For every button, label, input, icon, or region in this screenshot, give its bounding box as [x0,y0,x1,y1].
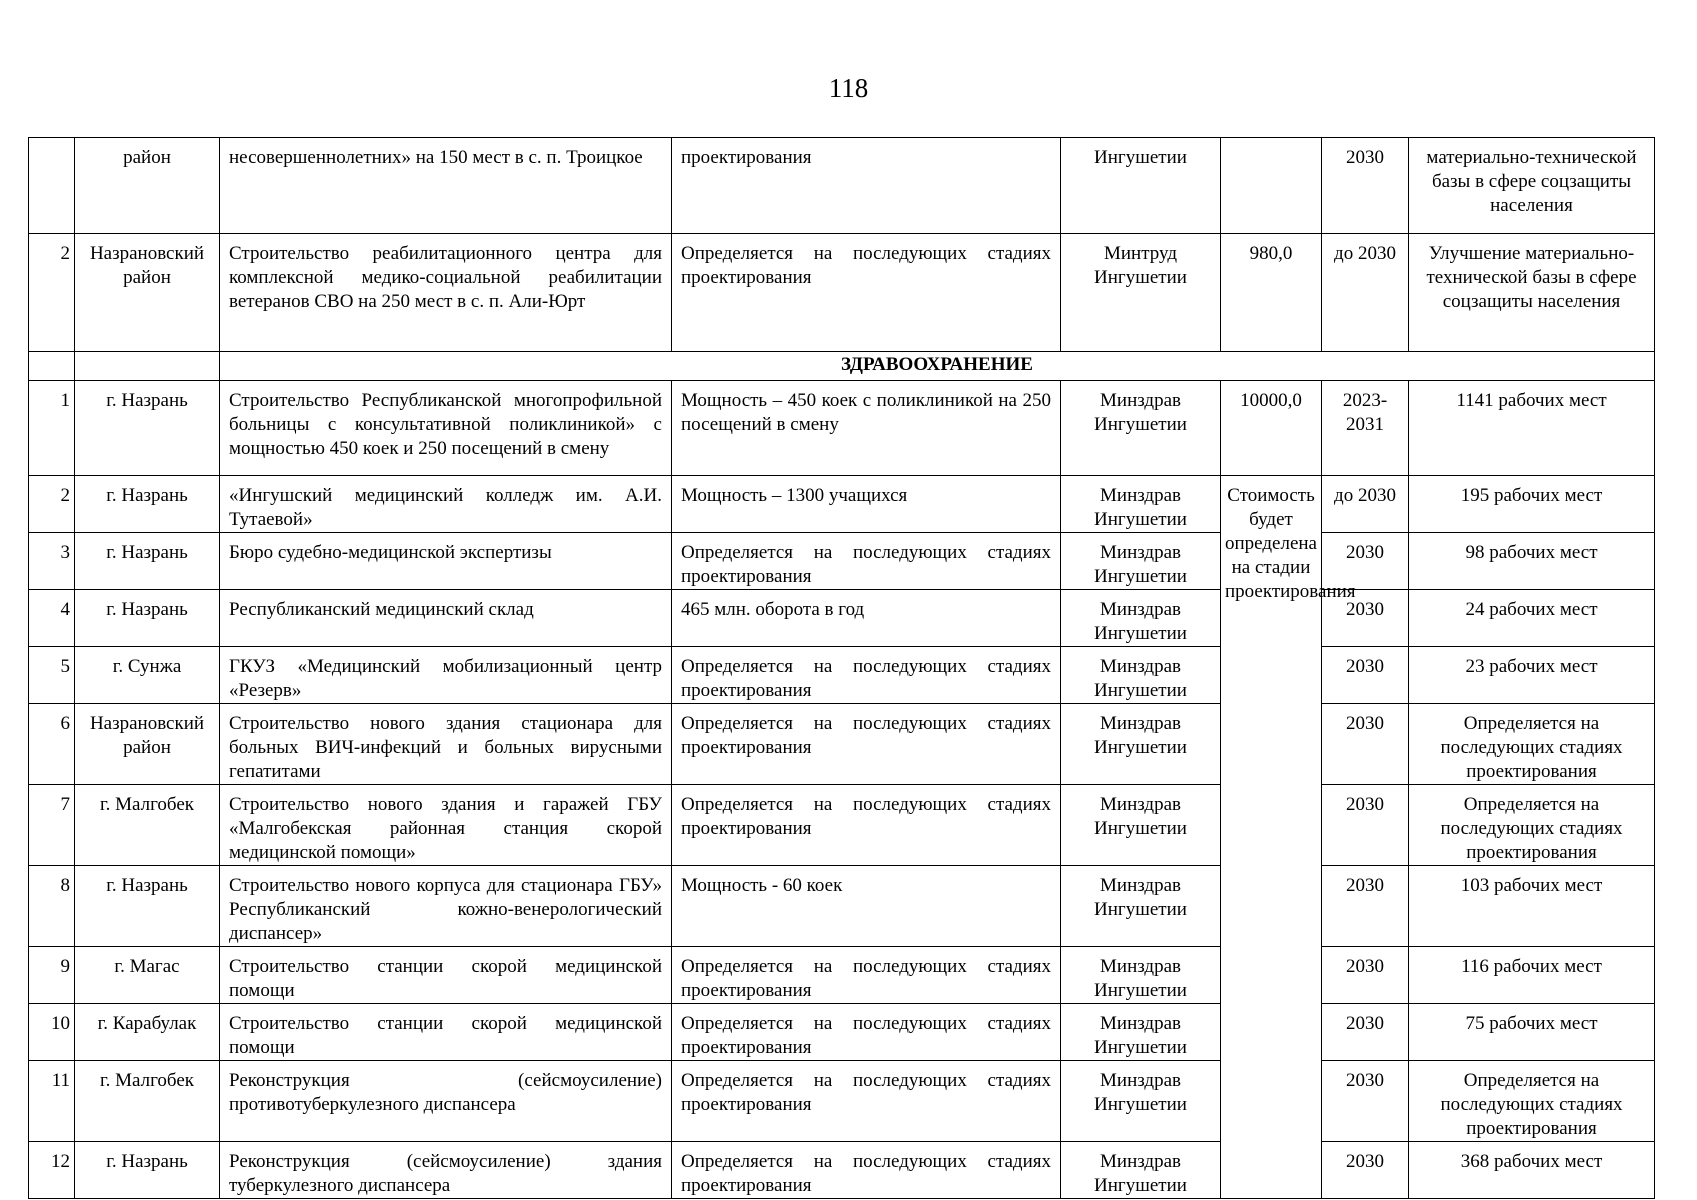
effect-cell: Определяется на последующих стадиях проектирования [1409,1061,1655,1142]
capacity-cell: Определяется на последующих стадиях проектирования [672,647,1061,704]
table-row [29,785,1655,866]
table-row [29,866,1655,947]
object-name-cell: Строительство нового корпуса для стационара ГБУ» Республиканский кожно-венерологический диспансер» [220,866,672,947]
cost-cell: 980,0 [1221,234,1322,352]
capacity-cell: Определяется на последующих стадиях проектирования [672,234,1061,352]
term-cell: 2030 [1322,785,1409,866]
effect-cell: 23 рабочих мест [1409,647,1655,704]
empty-cell [75,352,220,381]
table-row [29,947,1655,1004]
capacity-cell: Определяется на последующих стадиях проектирования [672,533,1061,590]
effect-cell: Определяется на последующих стадиях проектирования [1409,785,1655,866]
term-cell: 2030 [1322,1061,1409,1142]
row-number: 5 [29,647,75,704]
table-row [29,533,1655,590]
term-cell: 2030 [1322,138,1409,234]
row-number: 4 [29,590,75,647]
objects-table [28,137,1655,1199]
row-number: 2 [29,476,75,533]
capacity-cell: Определяется на последующих стадиях проектирования [672,1004,1061,1061]
section-title: ЗДРАВООХРАНЕНИЕ [220,352,1655,381]
capacity-cell: Определяется на последующих стадиях проектирования [672,1142,1061,1199]
district-cell: г. Назрань [75,590,220,647]
table-row [29,1142,1655,1199]
cost-cell: 10000,0 [1221,381,1322,476]
capacity-cell: Определяется на последующих стадиях проектирования [672,1061,1061,1142]
object-name-cell: Строительство нового здания стационара для больных ВИЧ-инфекций и больных вирусными гепатитами [220,704,672,785]
page-number: 118 [828,73,869,103]
capacity-cell: Мощность – 450 коек с поликлиникой на 250 посещений в смену [672,381,1061,476]
capacity-cell: Мощность - 60 коек [672,866,1061,947]
capacity-cell: Определяется на последующих стадиях проектирования [672,785,1061,866]
object-name-cell: «Ингушский медицинский колледж им. А.И. Тутаевой» [220,476,672,533]
object-name-cell: ГКУЗ «Медицинский мобилизационный центр «Резерв» [220,647,672,704]
responsible-cell: Минздрав Ингушетии [1061,476,1221,533]
district-cell: Назрановский район [75,234,220,352]
district-cell: район [75,138,220,234]
table-row [29,381,1655,476]
effect-cell: 116 рабочих мест [1409,947,1655,1004]
term-cell: 2030 [1322,533,1409,590]
term-cell: 2030 [1322,1004,1409,1061]
row-number: 3 [29,533,75,590]
capacity-cell: проектирования [672,138,1061,234]
object-name-cell: Строительство реабилитационного центра для комплексной медико-социальной реабилитации ветеранов СВО на 250 мест в с. п. Али-Юрт [220,234,672,352]
district-cell: г. Назрань [75,476,220,533]
row-number: 12 [29,1142,75,1199]
district-cell: г. Малгобек [75,1061,220,1142]
effect-cell: 75 рабочих мест [1409,1004,1655,1061]
effect-cell: 103 рабочих мест [1409,866,1655,947]
effect-cell: 24 рабочих мест [1409,590,1655,647]
district-cell: г. Назрань [75,866,220,947]
row-number [29,138,75,234]
table-row [29,476,1655,533]
effect-cell: 195 рабочих мест [1409,476,1655,533]
responsible-cell: Минздрав Ингушетии [1061,1061,1221,1142]
table-row [29,647,1655,704]
row-number: 11 [29,1061,75,1142]
object-name-cell: Реконструкция (сейсмоусиление) здания туберкулезного диспансера [220,1142,672,1199]
term-cell: до 2030 [1322,234,1409,352]
responsible-cell: Минздрав Ингушетии [1061,866,1221,947]
row-number: 8 [29,866,75,947]
responsible-cell: Минздрав Ингушетии [1061,1004,1221,1061]
object-name-cell: несовершеннолетних» на 150 мест в с. п. Троицкое [220,138,672,234]
table-row [29,1061,1655,1142]
responsible-cell: Ингушетии [1061,138,1221,234]
district-cell: г. Назрань [75,533,220,590]
responsible-cell: Минздрав Ингушетии [1061,704,1221,785]
row-number: 10 [29,1004,75,1061]
object-name-cell: Республиканский медицинский склад [220,590,672,647]
row-number: 1 [29,381,75,476]
section-header-row [29,352,1655,381]
object-name-cell: Бюро судебно-медицинской экспертизы [220,533,672,590]
object-name-cell: Строительство Республиканской многопрофильной больницы с консультативной поликлиникой» с мощностью 450 коек и 250 посещений в смену [220,381,672,476]
row-number: 2 [29,234,75,352]
responsible-cell: Минздрав Ингушетии [1061,381,1221,476]
term-cell: 2030 [1322,704,1409,785]
responsible-cell: Минздрав Ингушетии [1061,947,1221,1004]
empty-cell [29,352,75,381]
table-row [29,590,1655,647]
table-row [29,234,1655,352]
cost-cell [1221,138,1322,234]
responsible-cell: Минздрав Ингушетии [1061,590,1221,647]
term-cell: 2030 [1322,647,1409,704]
object-name-cell: Строительство нового здания и гаражей ГБУ «Малгобекская районная станция скорой медицинской помощи» [220,785,672,866]
district-cell: г. Сунжа [75,647,220,704]
effect-cell: материально-технической базы в сфере соцзащиты населения [1409,138,1655,234]
table-row [29,1004,1655,1061]
capacity-cell: 465 млн. оборота в год [672,590,1061,647]
row-number: 6 [29,704,75,785]
responsible-cell: Минздрав Ингушетии [1061,533,1221,590]
row-number: 7 [29,785,75,866]
merged-cost-cell: Стоимость будет определена на стадии проектирования [1221,476,1322,1199]
district-cell: Назрановский район [75,704,220,785]
capacity-cell: Мощность – 1300 учащихся [672,476,1061,533]
object-name-cell: Строительство станции скорой медицинской помощи [220,1004,672,1061]
effect-cell: Определяется на последующих стадиях проектирования [1409,704,1655,785]
effect-cell: 1141 рабочих мест [1409,381,1655,476]
effect-cell: 368 рабочих мест [1409,1142,1655,1199]
term-cell: до 2030 [1322,476,1409,533]
responsible-cell: Минтруд Ингушетии [1061,234,1221,352]
object-name-cell: Строительство станции скорой медицинской помощи [220,947,672,1004]
term-cell: 2030 [1322,1142,1409,1199]
table-row [29,138,1655,234]
district-cell: г. Назрань [75,381,220,476]
object-name-cell: Реконструкция (сейсмоусиление) противотуберкулезного диспансера [220,1061,672,1142]
effect-cell: Улучшение материально-технической базы в сфере соцзащиты населения [1409,234,1655,352]
responsible-cell: Минздрав Ингушетии [1061,1142,1221,1199]
term-cell: 2030 [1322,947,1409,1004]
term-cell: 2030 [1322,590,1409,647]
district-cell: г. Малгобек [75,785,220,866]
responsible-cell: Минздрав Ингушетии [1061,785,1221,866]
district-cell: г. Магас [75,947,220,1004]
term-cell: 2030 [1322,866,1409,947]
capacity-cell: Определяется на последующих стадиях проектирования [672,947,1061,1004]
district-cell: г. Карабулак [75,1004,220,1061]
district-cell: г. Назрань [75,1142,220,1199]
row-number: 9 [29,947,75,1004]
effect-cell: 98 рабочих мест [1409,533,1655,590]
responsible-cell: Минздрав Ингушетии [1061,647,1221,704]
term-cell: 2023-2031 [1322,381,1409,476]
capacity-cell: Определяется на последующих стадиях проектирования [672,704,1061,785]
table-row [29,704,1655,785]
